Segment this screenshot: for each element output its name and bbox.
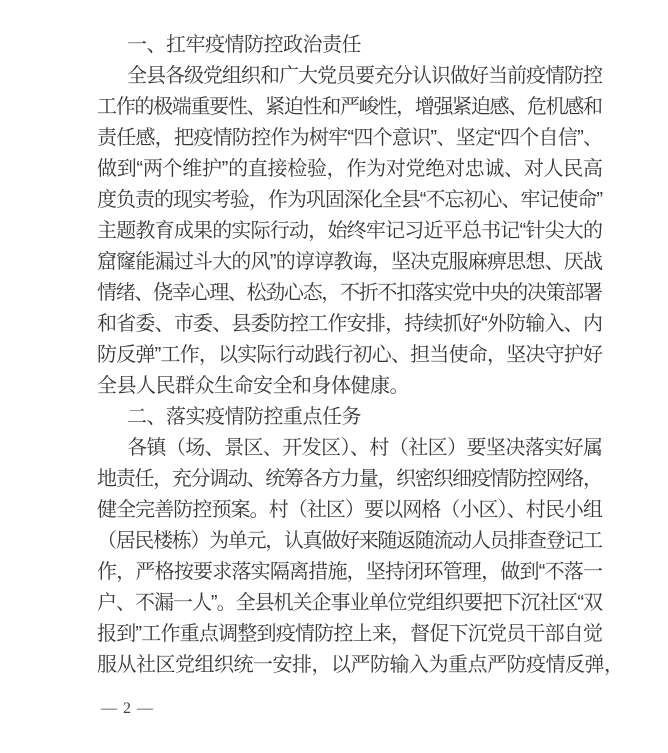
heading-line: [97, 402, 603, 433]
body-line: [97, 185, 603, 216]
body-line-text: 全县人民群众生命安全和身体健康。: [97, 375, 409, 397]
body-line-text: 户、不漏一人”。全县机关企事业单位党组织要把下沉社区“双: [97, 592, 602, 614]
body-line-text: 作，严格按要求落实隔离措施，坚持闭环管理，做到“不落一: [97, 561, 603, 583]
body-line: [97, 526, 603, 557]
heading-line-text: 一、扛牢疫情防控政治责任: [127, 34, 361, 56]
body-line: [97, 619, 603, 650]
body-line: [97, 216, 603, 247]
page-number: — 2 —: [101, 700, 154, 717]
body-line: [97, 247, 603, 278]
document-body: [97, 30, 624, 681]
body-line: [97, 371, 603, 402]
body-line-text: 责任感，把疫情防控作为树牢“四个意识”、坚定“四个自信”、: [97, 127, 603, 149]
body-line: [97, 464, 603, 495]
body-line-text: 窟窿能漏过斗大的风”的谆谆教诲，坚决克服麻痹思想、厌战: [97, 251, 603, 273]
body-line-text: 地责任，充分调动、统筹各方力量，织密织细疫情防控网络，: [97, 468, 602, 490]
body-line-text: 全县各级党组织和广大党员要充分认识做好当前疫情防控: [127, 65, 602, 87]
body-line: [97, 433, 603, 464]
body-line-text: 度负责的现实考验，作为巩固深化全县“不忘初心、牢记使命”: [97, 189, 602, 211]
heading-line-text: 二、落实疫情防控重点任务: [127, 406, 361, 428]
body-line: [97, 495, 603, 526]
body-line: [97, 123, 603, 154]
body-line-text: 和省委、市委、县委防控工作安排，持续抓好“外防输入、内: [97, 313, 603, 335]
body-line: [97, 154, 603, 185]
body-line: [97, 588, 603, 619]
body-line: [97, 61, 603, 92]
body-line-text: 服从社区党组织统一安排，以严防输入为重点严防疫情反弹，: [97, 654, 624, 676]
body-line: [97, 278, 603, 309]
body-line-text: 情绪、侥幸心理、松劲心态，不折不扣落实党中央的决策部署: [97, 282, 602, 304]
body-line: [97, 92, 603, 123]
body-line: [97, 557, 603, 588]
heading-line: [97, 30, 603, 61]
body-line-text: （居民楼栋）为单元，认真做好来随返随流动人员排查登记工: [97, 530, 602, 552]
body-line-text: 各镇（场、景区、开发区）、村（社区）要坚决落实好属: [127, 437, 603, 459]
body-line-text: 报到”工作重点调整到疫情防控上来，督促下沉党员干部自觉: [97, 623, 603, 645]
body-line: [97, 650, 624, 681]
body-line-text: 防反弹”工作，以实际行动践行初心、担当使命，坚决守护好: [97, 344, 603, 366]
body-line: [97, 340, 603, 371]
body-line-text: 健全完善防控预案。村（社区）要以网格（小区）、村民小组: [97, 499, 603, 521]
body-line: [97, 309, 603, 340]
body-line-text: 主题教育成果的实际行动，始终牢记习近平总书记“针尖大的: [97, 220, 603, 242]
body-line-text: 工作的极端重要性、紧迫性和严峻性，增强紧迫感、危机感和: [97, 96, 602, 118]
body-line-text: 做到“两个维护”的直接检验，作为对党绝对忠诚、对人民高: [97, 158, 603, 180]
